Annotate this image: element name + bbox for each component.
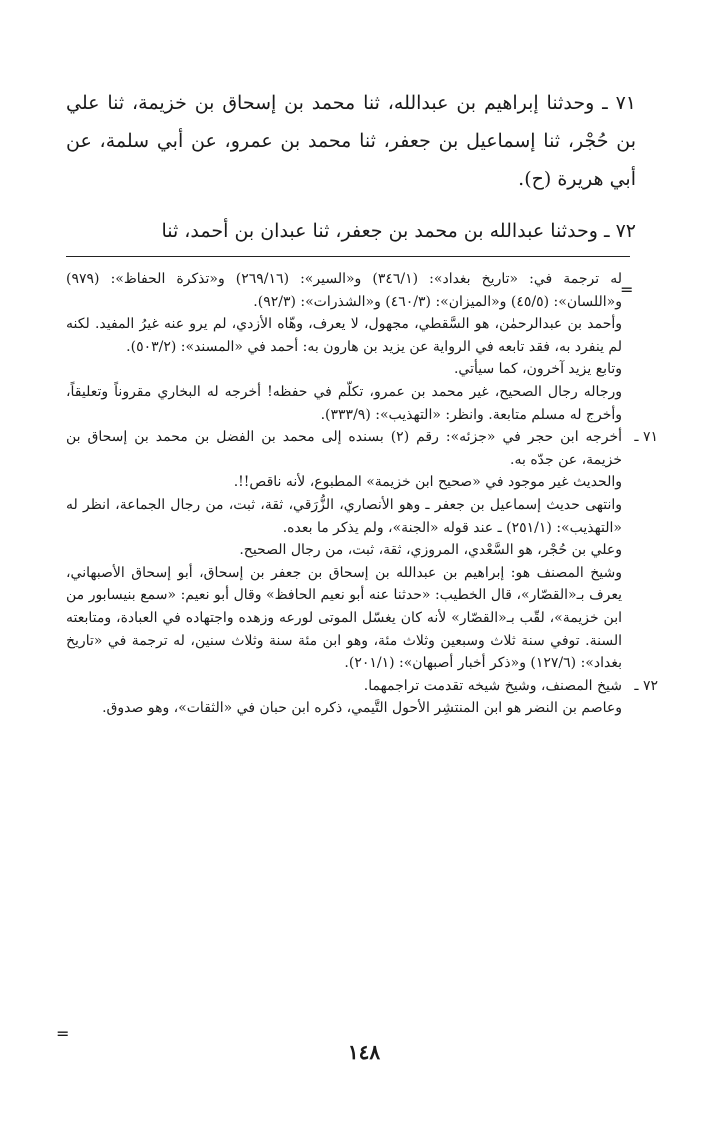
footnotes (66, 268, 658, 720)
footnote-71-text-4: وعلي بن حُجْر، هو السَّعْدي، المروزي، ثقة، ثبت، من رجال الصحيح. (239, 542, 622, 559)
footnote-72-text-1: شيخ المصنف، وشيخ شيخه تقدمت تراجمهما. (363, 677, 622, 694)
footnote-prev-2: وأحمد بن عبدالرحمٰن، هو السَّقطي، مجهول، لا يعرف، وهّاه الأزدي، لم يرو عنه غيرُ المفيد. لكنه لم ينفرد به، فقد تابعه في الرواية عن يزيد بن هارون به: أحمد في «المسند»: (٥٠٣/٢). (66, 316, 622, 355)
footnote-prev-4: ورجاله رجال الصحيح، غير محمد بن عمرو، تكلّم في حفظه! أخرجه له البخاري مقروناً وتعليقاً، وأخرج له مسلم متابعة. وانظر: «التهذيب»: (٣٣٣/٩). (66, 383, 622, 423)
footnote-71-text-3: وانتهى حديث إسماعيل بن جعفر ـ وهو الأنصاري، الزُّرَقي، ثقة، ثبت، من رجال الجماعة، انظر له «التهذيب»: (٢٥١/١) ـ عند قوله «الجنة»، ولم يذكر ما بعده. (66, 496, 622, 536)
footnote-71-number: ٧١ ـ (634, 429, 658, 446)
hadith-71: ٧١ ـ وحدثنا إبراهيم بن عبدالله، ثنا محمد بن إسحاق بن خزيمة، ثنا علي بن حُجْر، ثنا إسماعيل بن جعفر، ثنا محمد بن عمرو، عن أبي سلمة، عن أبي هريرة (ح). (66, 92, 636, 190)
footnote-divider (66, 256, 630, 257)
footnote-71-text-5: وشيخ المصنف هو: إبراهيم بن عبدالله بن إسحاق بن جعفر بن إسحاق، أبو إسحاق الأصبهاني، يعرف بـ«القصّار»، قال الخطيب: «حدثنا عنه أبو نعيم الحافظ» وقال أبو نعيم: «سمع بنيسابور من ابن خزيمة»، لقّب بـ«القصّار» لأنه كان يغسّل الموتى لورعه وزهده واجتهاده في العبادة، ومتابعته السنة. توفي سنة ثلاث وسبعين وثلاث مئة، وهو ابن مئة سنة وثلاث سنين، له ترجمة في «تاريخ بغداد»: (١٢٧/٦) و«ذكر أخبار أصبهان»: (٢٠١/١). (66, 564, 622, 672)
footnote-71-text-2: والحديث غير موجود في «صحيح ابن خزيمة» المطبوع، لأنه ناقص!!. (233, 474, 622, 491)
footnote-71-text-1: أخرجه ابن حجر في «جزئه»: رقم (٢) بسنده إلى محمد بن الفضل بن محمد بن إسحاق بن خزيمة، عن جدّه به. (66, 429, 622, 468)
footnote-71 (66, 426, 658, 471)
hadith-72: ٧٢ ـ وحدثنا عبدالله بن محمد بن جعفر، ثنا عبدان بن أحمد، ثنا (161, 220, 636, 242)
footnote-72-number: ٧٢ ـ (634, 677, 658, 694)
footnote-72 (66, 675, 658, 698)
page-number: ١٤٨ (347, 1040, 381, 1064)
footnote-prev-1: له ترجمة في: «تاريخ بغداد»: (٣٤٦/١) و«السير»: (٢٦٩/١٦) و«تذكرة الحفاظ»: (٩٧٩) و«اللسان»: (٤٥/٥) و«الميزان»: (٤٦٠/٣) و«الشذرات»: (٩٢/٣). (66, 271, 623, 310)
footnote-72-text-2: وعاصم بن النضر هو ابن المنتشِر الأحول التَّيمي، ذكره ابن حبان في «الثقات»، وهو صدوق. (102, 700, 622, 717)
main-text (66, 84, 636, 264)
footnote-prev-3: وتابع يزيد آخرون، كما سيأتي. (453, 361, 622, 378)
continuation-mark-top: = (620, 280, 634, 299)
continuation-mark-bottom: = (56, 1024, 70, 1043)
